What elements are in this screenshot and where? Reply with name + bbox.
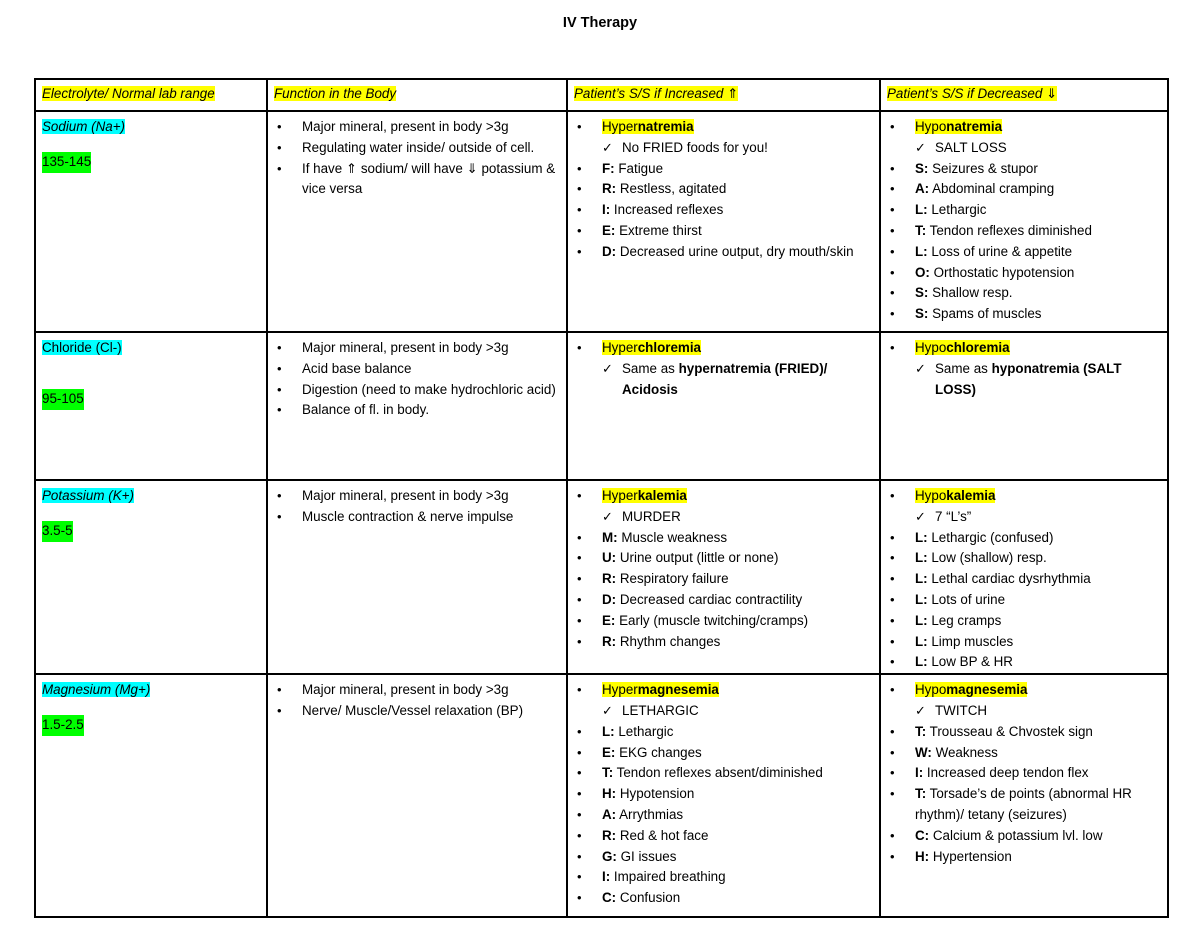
list-item: • U: Urine output (little or none)	[574, 548, 873, 569]
mnemonic: ✓ LETHARGIC	[574, 701, 873, 722]
list-item: • R: Restless, agitated	[574, 179, 873, 200]
list-item: • Major mineral, present in body >3g	[274, 117, 560, 138]
increased-cell	[567, 111, 880, 332]
list-item: • G: GI issues	[574, 847, 873, 868]
header-increased: Patient’s S/S if Increased ⇑	[567, 79, 880, 111]
list-item: • Digestion (need to make hydrochloric acid)	[274, 380, 560, 401]
list-item: • E: Extreme thirst	[574, 221, 873, 242]
list-item: • I: Increased deep tendon flex	[887, 763, 1161, 784]
function-cell	[267, 111, 567, 332]
electrolyte-cell	[35, 480, 267, 674]
mnemonic: ✓ SALT LOSS	[887, 138, 1161, 159]
list-item: • R: Red & hot face	[574, 826, 873, 847]
list-item: • Regulating water inside/ outside of cell.	[274, 138, 560, 159]
condition-name: • Hyperkalemia	[574, 486, 873, 507]
list-item: • O: Orthostatic hypotension	[887, 263, 1161, 284]
electrolyte-cell	[35, 111, 267, 332]
electrolyte-name: Potassium (K+)	[42, 488, 134, 503]
list-item: • H: Hypotension	[574, 784, 873, 805]
electrolyte-cell	[35, 332, 267, 480]
electrolyte-name: Sodium (Na+)	[42, 119, 125, 134]
page-title: IV Therapy	[562, 15, 638, 31]
decreased-cell	[880, 480, 1168, 674]
mnemonic: ✓ No FRIED foods for you!	[574, 138, 873, 159]
electrolyte-table	[34, 78, 1169, 918]
list-item: • D: Decreased urine output, dry mouth/skin	[574, 242, 873, 263]
list-item: • T: Tendon reflexes absent/diminished	[574, 763, 873, 784]
condition-name: • Hyponatremia	[887, 117, 1161, 138]
mnemonic: ✓ Same as hyponatremia (SALT LOSS)	[887, 359, 1161, 401]
condition-name: • Hypokalemia	[887, 486, 1161, 507]
list-item: • R: Respiratory failure	[574, 569, 873, 590]
list-item: • L: Lethargic	[887, 200, 1161, 221]
list-item: • L: Limp muscles	[887, 632, 1161, 653]
list-item: • L: Lethargic	[574, 722, 873, 743]
list-item: • A: Abdominal cramping	[887, 179, 1161, 200]
list-item: • L: Leg cramps	[887, 611, 1161, 632]
header-decreased: Patient’s S/S if Decreased ⇓	[880, 79, 1168, 111]
list-item: • L: Lethargic (confused)	[887, 528, 1161, 549]
lab-range: 95-105	[42, 389, 84, 410]
decreased-cell	[880, 332, 1168, 480]
function-cell	[267, 480, 567, 674]
list-item: • L: Lethal cardiac dysrhythmia	[887, 569, 1161, 590]
condition-name: • Hypomagnesemia	[887, 680, 1161, 701]
row-magnesium	[35, 674, 1168, 917]
list-item: • T: Tendon reflexes diminished	[887, 221, 1161, 242]
list-item: • T: Trousseau & Chvostek sign	[887, 722, 1161, 743]
condition-name: • Hypernatremia	[574, 117, 873, 138]
electrolyte-cell	[35, 674, 267, 917]
list-item: • H: Hypertension	[887, 847, 1161, 868]
list-item: • Nerve/ Muscle/Vessel relaxation (BP)	[274, 701, 560, 722]
list-item: • Major mineral, present in body >3g	[274, 486, 560, 507]
list-item: • L: Low (shallow) resp.	[887, 548, 1161, 569]
list-item: • Major mineral, present in body >3g	[274, 680, 560, 701]
list-item: • Major mineral, present in body >3g	[274, 338, 560, 359]
list-item: • I: Impaired breathing	[574, 867, 873, 888]
header-row	[35, 79, 1168, 111]
list-item: • L: Lots of urine	[887, 590, 1161, 611]
increased-cell	[567, 674, 880, 917]
mnemonic: ✓ TWITCH	[887, 701, 1161, 722]
function-cell	[267, 332, 567, 480]
list-item: • L: Loss of urine & appetite	[887, 242, 1161, 263]
electrolyte-name: Magnesium (Mg+)	[42, 682, 151, 698]
row-sodium	[35, 111, 1168, 332]
list-item: • L: Low BP & HR	[887, 652, 1161, 673]
list-item: • I: Increased reflexes	[574, 200, 873, 221]
condition-name: • Hyperchloremia	[574, 338, 873, 359]
list-item: • S: Seizures & stupor	[887, 159, 1161, 180]
electrolyte-name: Chloride (Cl-)	[42, 340, 122, 355]
list-item: • Muscle contraction & nerve impulse	[274, 507, 560, 528]
mnemonic: ✓ Same as hypernatremia (FRIED)/ Acidosis	[574, 359, 873, 401]
lab-range: 3.5-5	[42, 521, 73, 542]
list-item: • S: Shallow resp.	[887, 283, 1161, 304]
header-electrolyte: Electrolyte/ Normal lab range	[35, 79, 267, 111]
increased-cell	[567, 332, 880, 480]
list-item: • D: Decreased cardiac contractility	[574, 590, 873, 611]
lab-range: 135-145	[42, 152, 91, 173]
condition-name: • Hypochloremia	[887, 338, 1161, 359]
list-item: • C: Confusion	[574, 888, 873, 909]
function-cell	[267, 674, 567, 917]
list-item: • E: EKG changes	[574, 743, 873, 764]
decreased-cell	[880, 674, 1168, 917]
mnemonic: ✓ MURDER	[574, 507, 873, 528]
row-potassium	[35, 480, 1168, 674]
list-item: • C: Calcium & potassium lvl. low	[887, 826, 1161, 847]
list-item: • T: Torsade’s de points (abnormal HR rhythm)/ tetany (seizures)	[887, 784, 1161, 826]
list-item: • S: Spams of muscles	[887, 304, 1161, 325]
list-item: • A: Arrythmias	[574, 805, 873, 826]
list-item: • Acid base balance	[274, 359, 560, 380]
list-item: • Balance of fl. in body.	[274, 400, 560, 421]
decreased-cell	[880, 111, 1168, 332]
list-item: • R: Rhythm changes	[574, 632, 873, 653]
header-function: Function in the Body	[267, 79, 567, 111]
condition-name: • Hypermagnesemia	[574, 680, 873, 701]
list-item: • E: Early (muscle twitching/cramps)	[574, 611, 873, 632]
mnemonic: ✓ 7 “L’s”	[887, 507, 1161, 528]
increased-cell	[567, 480, 880, 674]
list-item: • W: Weakness	[887, 743, 1161, 764]
lab-range: 1.5-2.5	[42, 715, 84, 736]
list-item: • F: Fatigue	[574, 159, 873, 180]
list-item: • M: Muscle weakness	[574, 528, 873, 549]
list-item: • If have ⇑ sodium/ will have ⇓ potassium & vice versa	[274, 159, 560, 201]
row-chloride	[35, 332, 1168, 480]
